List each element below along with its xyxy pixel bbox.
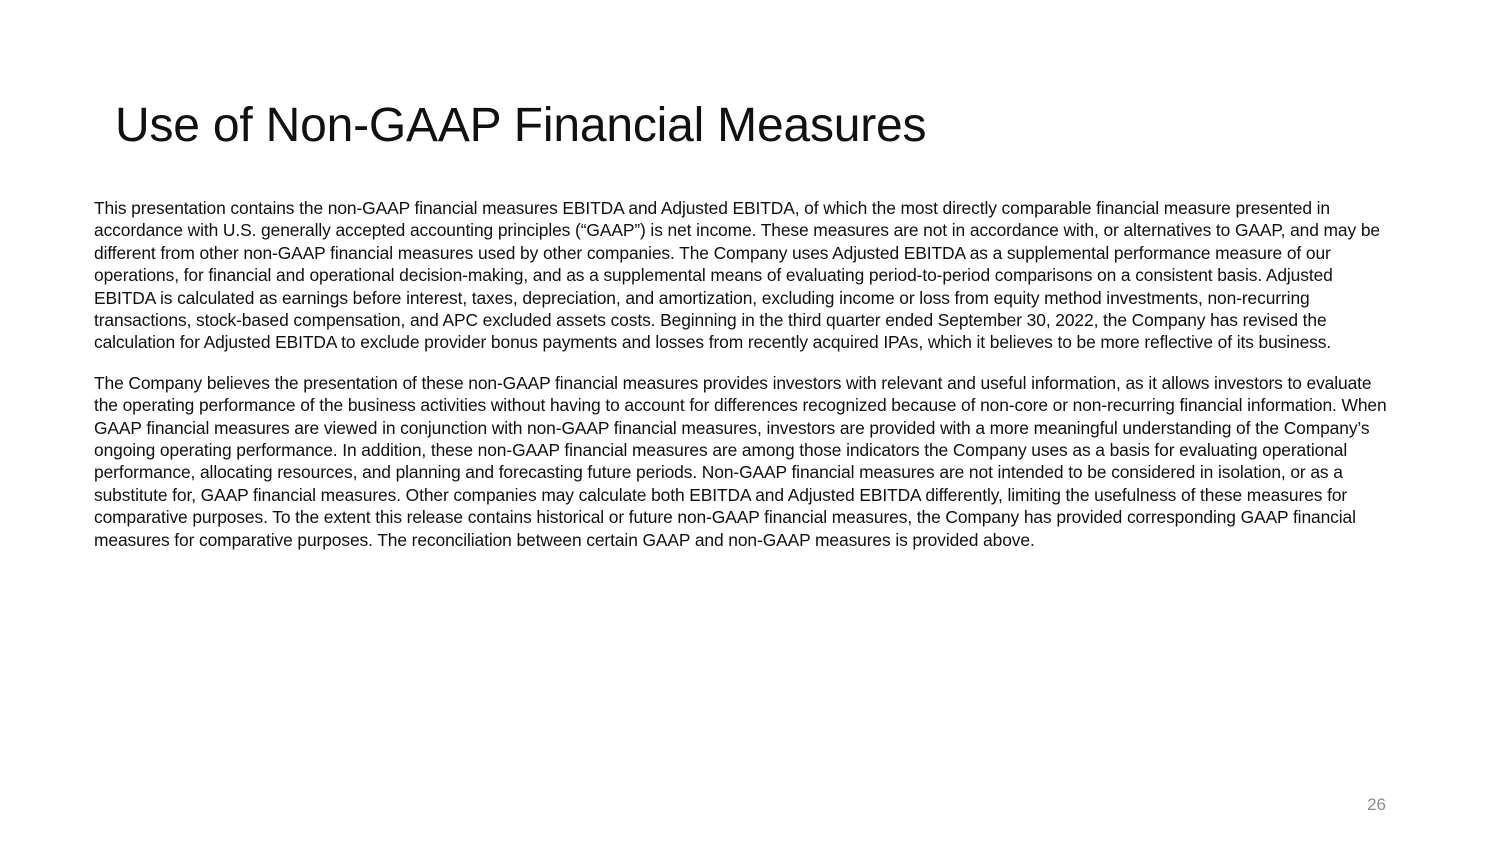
page-number: 26 — [1367, 795, 1386, 814]
paragraph-non-gaap-rationale: The Company believes the presentation of these non-GAAP financial measures provides investors with relevant and useful information, as it allows investors to evaluate the operating performance of the business activities without having to account for differences recognized because of non-core or non-recurring financial information. When GAAP financial measures are viewed in conjunction with non-GAAP financial measures, investors are provided with a more meaningful understanding of the Company’s ongoing operating performance. In addition, these non-GAAP financial measures are among those indicators the Company uses as a basis for evaluating operational performance, allocating resources, and planning and forecasting future periods. Non-GAAP financial measures are not intended to be considered in isolation, or as a substitute for, GAAP financial measures. Other companies may calculate both EBITDA and Adjusted EBITDA differently, limiting the usefulness of these measures for comparative purposes. To the extent this release contains historical or future non-GAAP financial measures, the Company has provided corresponding GAAP financial measures for comparative purposes. The reconciliation between certain GAAP and non-GAAP measures is provided above. — [94, 372, 1387, 550]
paragraph-non-gaap-definition: This presentation contains the non-GAAP financial measures EBITDA and Adjusted EBITDA, of which the most directly comparable financial measure presented in accordance with U.S. generally accepted accounting principles (“GAAP”) is net income. These measures are not in accordance with, or alternatives to GAAP, and may be different from other non-GAAP financial measures used by other companies. The Company uses Adjusted EBITDA as a supplemental performance measure of our operations, for financial and operational decision-making, and as a supplemental means of evaluating period-to-period comparisons on a consistent basis. Adjusted EBITDA is calculated as earnings before interest, taxes, depreciation, and amortization, excluding income or loss from equity method investments, non-recurring transactions, stock-based compensation, and APC excluded assets costs. Beginning in the third quarter ended September 30, 2022, the Company has revised the calculation for Adjusted EBITDA to exclude provider bonus payments and losses from recently acquired IPAs, which it believes to be more reflective of its business. — [94, 198, 1380, 353]
slide-title: Use of Non-GAAP Financial Measures — [115, 99, 927, 152]
slide-body — [94, 197, 1389, 569]
